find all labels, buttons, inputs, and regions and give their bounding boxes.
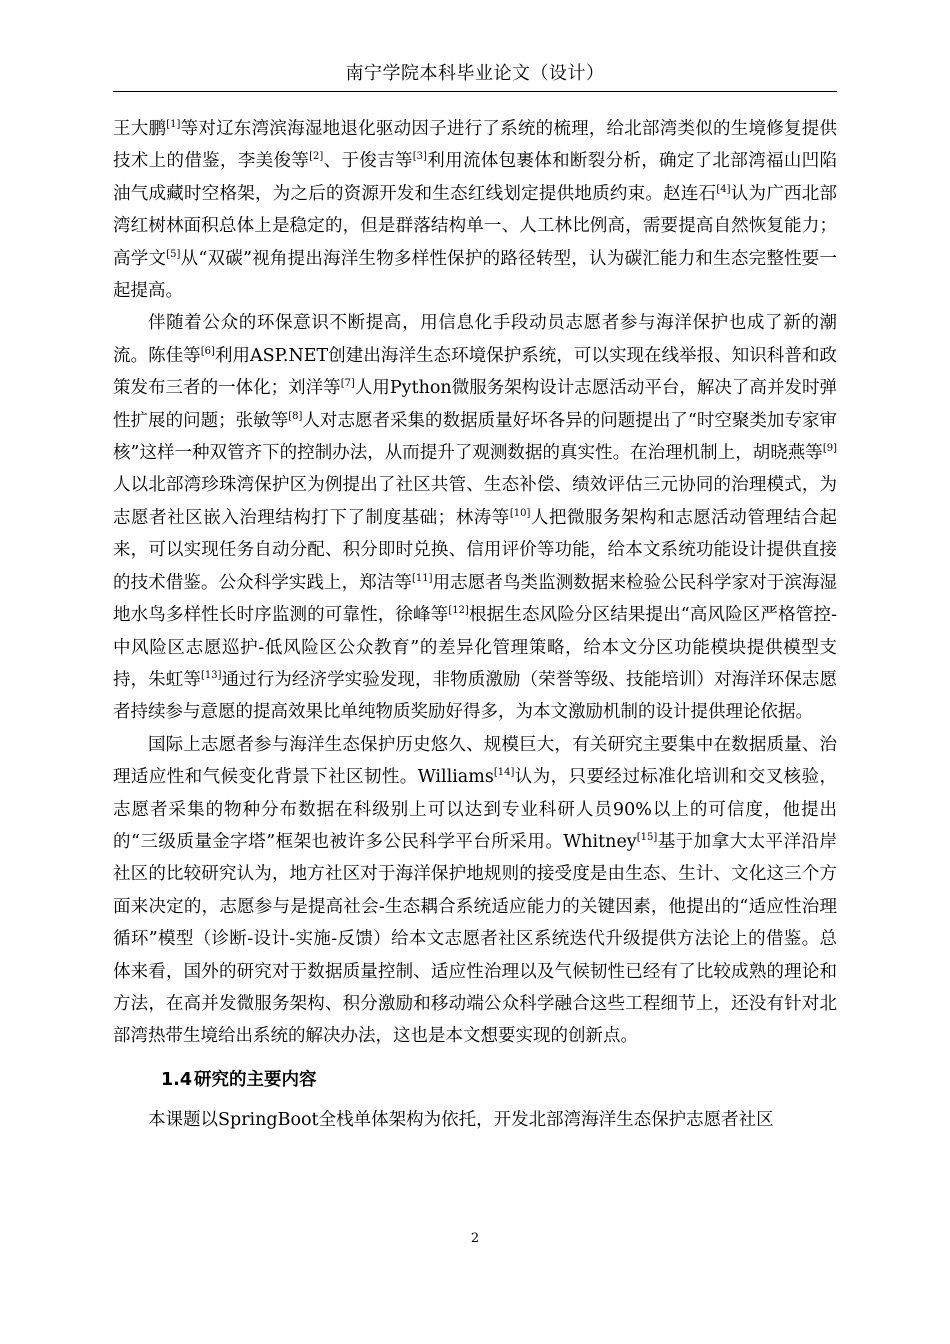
text-run: 从“双碳”视角提出海洋生物多样性保护的路径转型，认为碳汇能力和生态完整性要一起提高。 — [113, 248, 838, 302]
body-paragraph — [113, 729, 837, 1053]
text-run: 伴随着公众的环保意识不断提高，用信息化手段动员志愿者参与海洋保护也成了新的潮流。陈佳等 — [113, 313, 837, 366]
text-run: 通过行为经济学实验发现，非物质激励（荣誉等级、技能培训）对海洋环保志愿者持续参与意愿的提高效果比单纯物质奖励好得多，为本文激励机制的设计提供理论依据。 — [113, 669, 838, 723]
text-run: 基于加拿大太平洋沿岸社区的比较研究认为，地方社区对于海洋保护地规则的接受度是由生态、生计、文化这三个方面来决定的，志愿参与是提高社会-生态耦合系统适应能力的关键因素，他提出的“适应性治理循环”模型（诊断-设计-实施-反馈）给本文志愿者社区系统迭代升级提供方法论上的借鉴。总体来看，国外的研究对于数据质量控制、适应性治理以及气候韧性已经有了比较成熟的理论和方法，在高并发微服务架构、积分激励和移动端公众科学融合这些工程细节上，还没有针对北部湾热带生境给出系统的解决办法，这也是本文想要实现的创新点。 — [113, 831, 838, 1047]
citation-marker: [8] — [288, 410, 303, 422]
citation-marker: [5] — [166, 248, 181, 260]
body-paragraph — [113, 307, 837, 728]
text-run: 认为，只要经过标准化培训和交叉核验，志愿者采集的物种分布数据在科级别上可以达到专业科研人员90%以上的可信度，他提出的“三级质量金字塔”框架也被许多公民科学平台所采用。Whitney — [113, 767, 838, 852]
section-number: 1.4 — [161, 1069, 193, 1090]
body-text — [113, 113, 837, 1137]
citation-marker: [15] — [636, 831, 658, 843]
citation-marker: [6] — [200, 345, 215, 357]
citation-marker: [2] — [309, 151, 324, 163]
citation-marker: [10] — [509, 507, 531, 519]
citation-marker: [7] — [340, 378, 355, 390]
section-heading — [113, 1064, 837, 1096]
citation-marker: [13] — [200, 669, 222, 681]
citation-marker: [1] — [166, 119, 181, 130]
text-run: 根据生态风险分区结果提出“高风险区严格管控-中风险区志愿巡护-低风险区公众教育”的差异化管理策略，给本文分区功能模块提供模型支持，朱虹等 — [113, 605, 838, 690]
running-header: 南宁学院本科毕业论文（设计） — [345, 63, 605, 84]
text-run: 国际上志愿者参与海洋生态保护历史悠久、规模巨大，有关研究主要集中在数据质量、治理适应性和气候变化背景下社区韧性。Williams — [113, 734, 837, 788]
text-run: 等对辽东湾滨海湿地退化驱动因子进行了系统的梳理，给北部湾类似的生境修复提供技术上的借鉴，李美俊等 — [113, 119, 838, 172]
header-rule — [113, 91, 837, 92]
citation-marker: [11] — [411, 572, 433, 584]
citation-marker: [4] — [716, 183, 731, 195]
text-run: 认为广西北部湾红树林面积总体上是稳定的，但是群落结构单一、人工林比例高，需要提高自然恢复能力；高学文 — [113, 183, 838, 269]
section-title: 研究的主要内容 — [194, 1069, 317, 1090]
text-run: 人对志愿者采集的数据质量好坏各异的问题提出了“时空聚类加专家审核”这样一种双管齐下的控制办法，从而提升了观测数据的真实性。在治理机制上，胡晓燕等 — [113, 410, 837, 464]
text-run: 用志愿者鸟类监测数据来检验公民科学家对于滨海湿地水鸟多样性长时序监测的可靠性，徐峰等 — [113, 572, 838, 626]
text-run: 人把微服务架构和志愿活动管理结合起来，可以实现任务自动分配、积分即时兑换、信用评价等功能，给本文系统功能设计提供直接的技术借鉴。公众科学实践上，郑洁等 — [113, 507, 837, 593]
text-run: 人用Python微服务架构设计志愿活动平台，解决了高并发时弹性扩展的问题；张敏等 — [113, 378, 837, 431]
page-number: 2 — [470, 1231, 480, 1246]
text-run: 人以北部湾珍珠湾保护区为例提出了社区共管、生态补偿、绩效评估三元协同的治理模式，为志愿者社区嵌入治理结构打下了制度基础；林涛等 — [113, 475, 837, 528]
citation-marker: [3] — [412, 151, 427, 163]
closing-paragraph: 本课题以SpringBoot全栈单体架构为依托，开发北部湾海洋生态保护志愿者社区 — [148, 1110, 774, 1131]
text-run: 王大鹏 — [113, 119, 167, 139]
text-run: 利用ASP.NET创建出海洋生态环境保护系统，可以实现在线举报、知识科普和政策发布三者的一体化；刘洋等 — [113, 345, 838, 399]
citation-marker: [14] — [493, 767, 515, 779]
citation-marker: [9] — [822, 443, 837, 455]
body-paragraph — [113, 113, 837, 307]
paragraph-list — [113, 113, 837, 1053]
text-run: 、于俊吉等 — [323, 151, 413, 172]
citation-marker: [12] — [448, 605, 469, 617]
text-run: 利用流体包裹体和断裂分析，确定了北部湾福山凹陷油气成藏时空格架，为之后的资源开发和生态红线划定提供地质约束。赵连石 — [113, 151, 838, 204]
